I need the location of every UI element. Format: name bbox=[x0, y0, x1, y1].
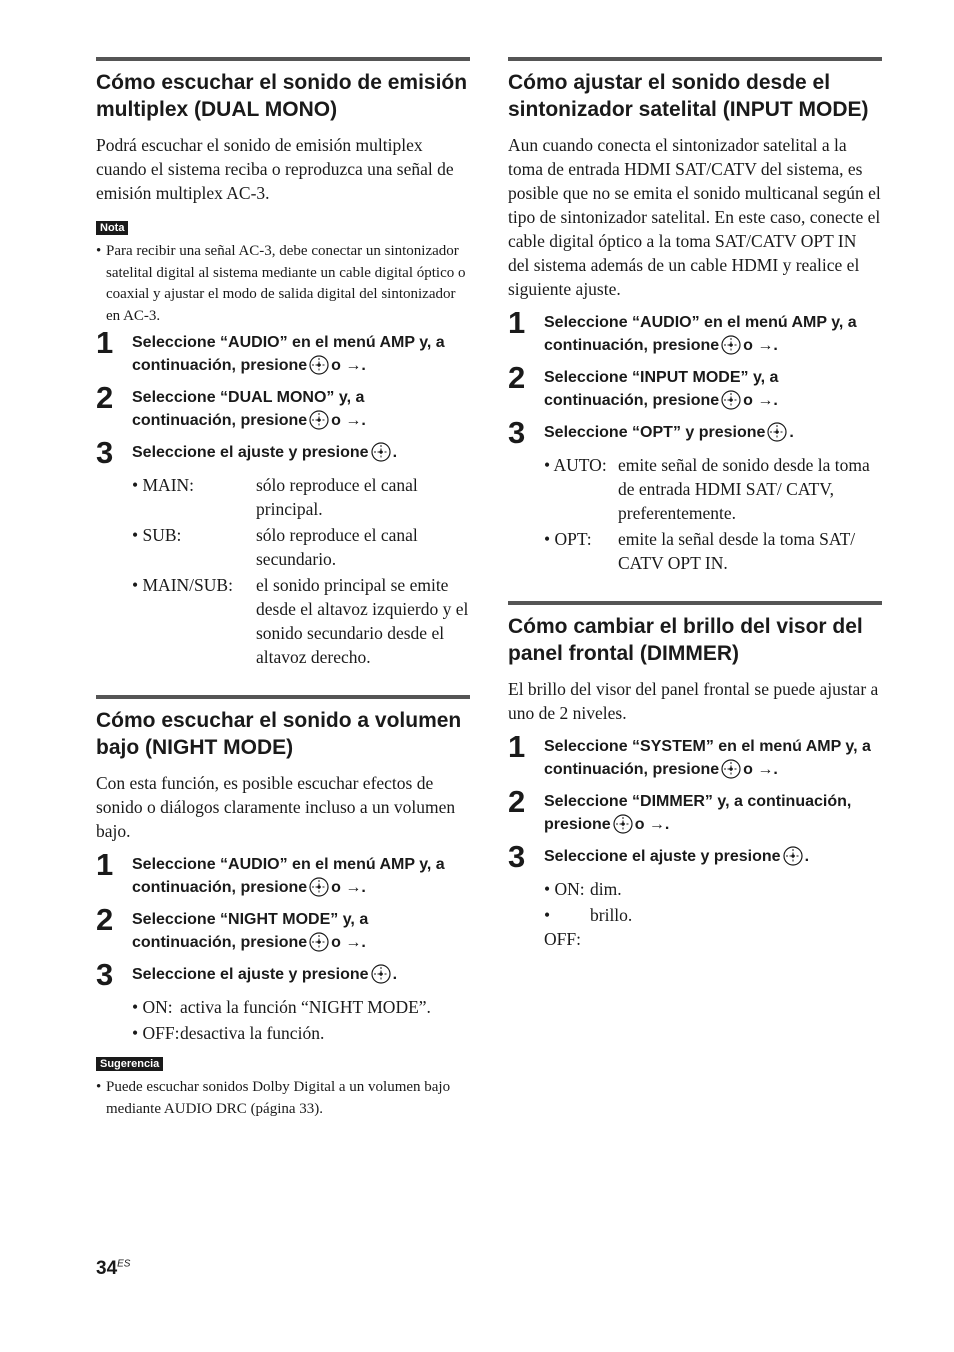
option-item bbox=[544, 527, 882, 575]
option-key: • ON: bbox=[132, 997, 173, 1017]
section-rule bbox=[508, 601, 882, 605]
step-text-a: Seleccione el ajuste y presione bbox=[132, 966, 369, 983]
step-2 bbox=[508, 360, 882, 412]
step-text bbox=[132, 856, 445, 896]
enter-button-icon bbox=[309, 410, 329, 430]
step-text-a: Seleccione “DIMMER” y, a continuación, presione bbox=[544, 793, 852, 833]
enter-button-icon bbox=[721, 759, 741, 779]
section-intro: Con esta función, es posible escuchar efectos de sonido o diálogos claramente incluso a un volumen bajo. bbox=[96, 773, 456, 841]
option-item bbox=[544, 903, 882, 951]
section-intro: El brillo del visor del panel frontal se puede ajustar a uno de 2 niveles. bbox=[508, 679, 879, 723]
step-text-b: o →. bbox=[331, 412, 366, 429]
step-1 bbox=[96, 325, 470, 377]
enter-button-icon bbox=[721, 390, 741, 410]
step-text bbox=[544, 738, 871, 778]
step-3 bbox=[508, 839, 882, 874]
step-number: 2 bbox=[96, 380, 114, 415]
enter-button-icon bbox=[371, 964, 391, 984]
option-item bbox=[132, 1021, 470, 1045]
enter-button-icon bbox=[721, 335, 741, 355]
step-text bbox=[132, 966, 397, 983]
step-number: 3 bbox=[96, 435, 114, 470]
step-text-b: o →. bbox=[743, 392, 778, 409]
step-text bbox=[132, 911, 368, 951]
note-list bbox=[96, 241, 470, 327]
options-list bbox=[544, 877, 882, 951]
option-item bbox=[132, 573, 470, 669]
option-item bbox=[132, 473, 470, 521]
right-column bbox=[508, 57, 882, 977]
step-number: 1 bbox=[96, 325, 114, 360]
step-text-b: o →. bbox=[331, 934, 366, 951]
step-text bbox=[544, 424, 794, 441]
step-text-b: . bbox=[789, 424, 794, 441]
option-value: sólo reproduce el canal principal. bbox=[256, 475, 418, 519]
option-item bbox=[132, 995, 470, 1019]
section-rule bbox=[508, 57, 882, 61]
section-title: Cómo escuchar el sonido a volumen bajo (NIGHT MODE) bbox=[96, 709, 462, 759]
option-key: • ON: bbox=[544, 879, 585, 899]
step-text-b: o →. bbox=[331, 879, 366, 896]
step-text bbox=[132, 334, 445, 374]
tip-list bbox=[96, 1077, 470, 1120]
section-night-mode bbox=[96, 695, 470, 1120]
step-3 bbox=[96, 435, 470, 470]
section-dimmer bbox=[508, 601, 882, 951]
tip-item: • Puede escuchar sonidos Dolby Digital a un volumen bajo mediante AUDIO DRC (página 33). bbox=[96, 1077, 470, 1120]
enter-button-icon bbox=[613, 814, 633, 834]
step-text-a: Seleccione “AUDIO” en el menú AMP y, a continuación, presione bbox=[544, 314, 857, 354]
step-text-b: o →. bbox=[743, 337, 778, 354]
section-intro: Podrá escuchar el sonido de emisión multiplex cuando el sistema reciba o reproduzca una señal de emisión multiplex AC-3. bbox=[96, 135, 454, 203]
step-3 bbox=[96, 957, 470, 992]
step-2 bbox=[508, 784, 882, 836]
step-text-b: o →. bbox=[743, 761, 778, 778]
section-rule bbox=[96, 57, 470, 61]
note-item: • Para recibir una señal AC-3, debe conectar un sintonizador satelital digital al sistema mediante un cable digital óptico o coaxial y ajustar el modo de salida digital del sintonizador en AC-3. bbox=[96, 241, 470, 327]
step-text-b: . bbox=[392, 966, 398, 983]
section-input-mode bbox=[508, 57, 882, 575]
options-list bbox=[544, 453, 882, 575]
option-value: brillo. bbox=[590, 905, 633, 925]
enter-button-icon bbox=[767, 422, 787, 442]
step-text-a: Seleccione “NIGHT MODE” y, a continuación, presione bbox=[132, 911, 369, 951]
step-1 bbox=[508, 305, 882, 357]
section-title: Cómo cambiar el brillo del visor del panel frontal (DIMMER) bbox=[508, 615, 863, 665]
step-text bbox=[132, 389, 366, 429]
option-value: el sonido principal se emite desde el altavoz izquierdo y el sonido secundario desde el altavoz derecho. bbox=[256, 575, 469, 667]
option-key: • OPT: bbox=[544, 529, 592, 549]
step-number: 2 bbox=[96, 902, 114, 937]
step-number: 1 bbox=[508, 729, 526, 764]
step-number: 1 bbox=[96, 847, 114, 882]
step-text-a: Seleccione el ajuste y presione bbox=[544, 848, 781, 865]
option-value: emite la señal desde la toma SAT/ CATV OPT IN. bbox=[618, 529, 856, 573]
step-text bbox=[132, 444, 397, 461]
step-number: 3 bbox=[96, 957, 114, 992]
step-1 bbox=[96, 847, 470, 899]
step-text-a: Seleccione “AUDIO” en el menú AMP y, a continuación, presione bbox=[132, 856, 445, 896]
step-number: 1 bbox=[508, 305, 526, 340]
page-number bbox=[96, 1258, 130, 1280]
step-number: 2 bbox=[508, 360, 526, 395]
step-text-b: o →. bbox=[331, 357, 366, 374]
option-value: dim. bbox=[590, 879, 622, 899]
option-value: activa la función “NIGHT MODE”. bbox=[180, 997, 431, 1017]
step-text-a: Seleccione “INPUT MODE” y, a continuación, presione bbox=[544, 369, 779, 409]
section-title: Cómo escuchar el sonido de emisión multiplex (DUAL MONO) bbox=[96, 71, 468, 121]
option-key: • SUB: bbox=[132, 525, 182, 545]
option-value: desactiva la función. bbox=[180, 1023, 325, 1043]
section-rule bbox=[96, 695, 470, 699]
step-text-a: Seleccione “OPT” y presione bbox=[544, 424, 766, 441]
step-text bbox=[544, 793, 851, 833]
enter-button-icon bbox=[309, 877, 329, 897]
note-label: Nota bbox=[96, 221, 128, 235]
step-number: 2 bbox=[508, 784, 526, 819]
options-list bbox=[132, 473, 470, 669]
step-text-b: o →. bbox=[634, 816, 670, 833]
enter-button-icon bbox=[371, 442, 391, 462]
option-item bbox=[544, 877, 882, 901]
step-text-a: Seleccione “AUDIO” en el menú AMP y, a continuación, presione bbox=[132, 334, 445, 374]
step-text bbox=[544, 314, 857, 354]
option-key: • MAIN: bbox=[132, 475, 195, 495]
section-intro: Aun cuando conecta el sintonizador satelital a la toma de entrada HDMI SAT/CATV del sistema, es posible que no se emita el sonido multicanal según el tipo de sintonizador satelital. En este caso, conecte el cable digital óptico a la toma SAT/CATV OPT IN del sistema además de un cable HDMI y realice el siguiente ajuste. bbox=[508, 135, 881, 299]
options-list bbox=[132, 995, 470, 1045]
section-dual-mono bbox=[96, 57, 470, 669]
step-2 bbox=[96, 902, 470, 954]
option-item bbox=[544, 453, 882, 525]
step-2 bbox=[96, 380, 470, 432]
page-language-suffix: ES bbox=[117, 1258, 131, 1270]
step-text-a: Seleccione el ajuste y presione bbox=[132, 444, 369, 461]
page-number-value: 34 bbox=[96, 1258, 118, 1279]
step-text bbox=[544, 848, 809, 865]
step-text-b: . bbox=[804, 848, 810, 865]
step-number: 3 bbox=[508, 415, 526, 450]
enter-button-icon bbox=[309, 932, 329, 952]
option-key: • OFF: bbox=[132, 1023, 180, 1043]
tip-label: Sugerencia bbox=[96, 1057, 163, 1071]
step-3 bbox=[508, 415, 882, 450]
option-key: • OFF: bbox=[544, 905, 581, 949]
option-item bbox=[132, 523, 470, 571]
enter-button-icon bbox=[783, 846, 803, 866]
section-title: Cómo ajustar el sonido desde el sintonizador satelital (INPUT MODE) bbox=[508, 71, 869, 121]
option-key: • MAIN/SUB: bbox=[132, 575, 233, 595]
step-text-a: Seleccione “SYSTEM” en el menú AMP y, a continuación, presione bbox=[544, 738, 871, 778]
enter-button-icon bbox=[309, 355, 329, 375]
step-text bbox=[544, 369, 778, 409]
step-number: 3 bbox=[508, 839, 526, 874]
left-column bbox=[96, 57, 470, 1146]
step-1 bbox=[508, 729, 882, 781]
option-value: sólo reproduce el canal secundario. bbox=[256, 525, 418, 569]
step-text-b: . bbox=[392, 444, 398, 461]
step-text-a: Seleccione “DUAL MONO” y, a continuación, presione bbox=[132, 389, 365, 429]
option-key: • AUTO: bbox=[544, 455, 607, 475]
option-value: emite señal de sonido desde la toma de entrada HDMI SAT/ CATV, preferentemente. bbox=[618, 455, 870, 523]
